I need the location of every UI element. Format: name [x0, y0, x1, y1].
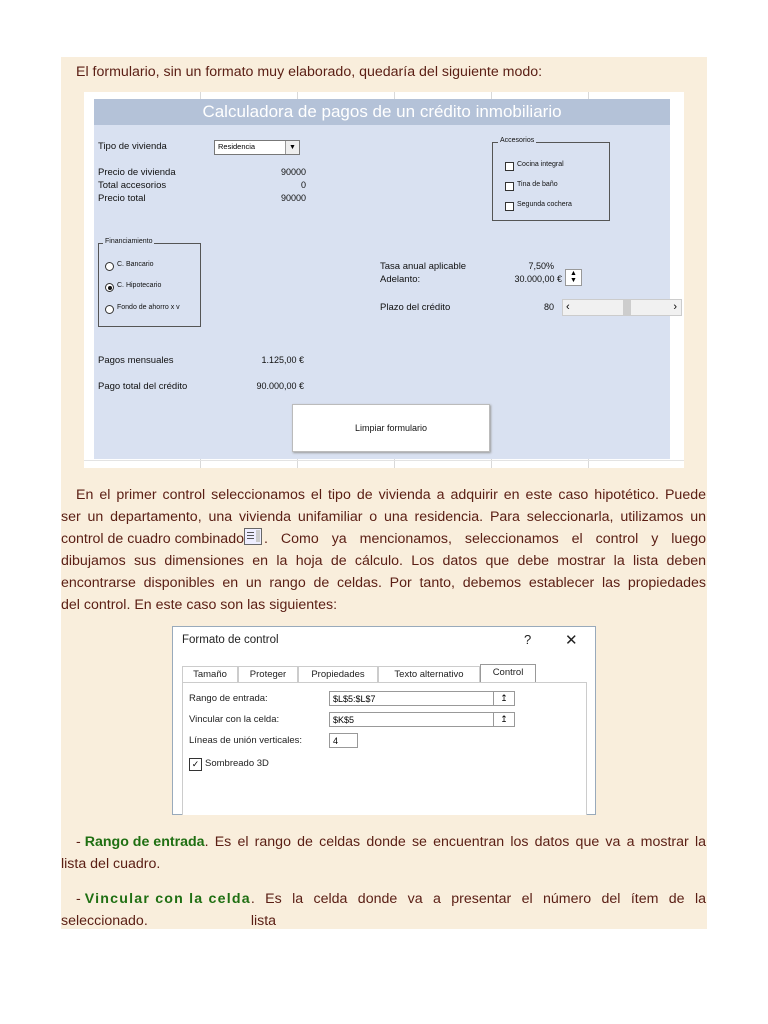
rango-input[interactable] — [329, 691, 515, 706]
formato-control-dialog — [172, 626, 596, 815]
para1-line5: encontrarse disponibles en un rango de celdas. Por tanto, debemos establecer las propiedades — [61, 575, 706, 591]
bancario-label: C. Bancario — [117, 261, 154, 268]
bullet2-line1 — [76, 888, 706, 932]
para1-line2: ser un departamento, una vivienda unifamiliar o una residencia. Para seleccionarla, utilizamos un — [61, 509, 706, 525]
radio-hipotecario[interactable] — [105, 283, 114, 292]
precio-vivienda-label: Precio de vivienda — [98, 167, 176, 178]
bullet2-term: Vincular con la celda — [84, 891, 251, 907]
scroll-thumb[interactable] — [623, 300, 631, 315]
adelanto-spinner[interactable]: ▲ ▼ — [565, 269, 582, 286]
tab-texto-alternativo[interactable]: Texto alternativo — [378, 666, 480, 683]
spreadsheet-screenshot — [84, 92, 684, 468]
dialog-title: Formato de control — [182, 634, 279, 646]
rango-label: Rango de entrada: — [189, 693, 268, 704]
close-icon[interactable]: ✕ — [565, 632, 578, 649]
precio-total-label: Precio total — [98, 193, 146, 204]
tasa-label: Tasa anual aplicable — [380, 261, 467, 272]
pagos-label: Pagos mensuales — [98, 355, 174, 366]
cocina-label: Cocina integral — [517, 161, 564, 168]
bullet1-rest: . Es el rango de celdas donde se encuentran los datos que va a mostrar la — [204, 834, 706, 850]
help-icon[interactable]: ? — [524, 632, 532, 647]
bullet2-rest: . Es la celda donde va a presentar el número del ítem de la lista — [250, 891, 706, 929]
para1-line3b: . Como ya mencionamos, seleccionamos el control y luego — [263, 531, 706, 547]
plazo-value: 80 — [543, 302, 554, 312]
radio-fondo[interactable] — [105, 305, 114, 314]
precio-vivienda-value: 90000 — [280, 167, 306, 177]
bullet1-term: Rango de entrada — [84, 834, 205, 850]
financiamiento-title: Financiamiento — [105, 238, 153, 245]
lineas-input[interactable] — [329, 733, 358, 748]
adelanto-value: 30.000,00 € — [514, 274, 562, 284]
bullet1-line1 — [76, 831, 706, 853]
sombreado-checkbox[interactable]: ✓ — [189, 758, 202, 771]
lineas-value: 4 — [333, 736, 339, 746]
tina-checkbox[interactable] — [505, 182, 514, 191]
bullet2-line2: seleccionado. — [61, 913, 148, 929]
para1-line3a: control de cuadro combinado — [61, 531, 244, 547]
chevron-down-icon[interactable]: ▼ — [285, 141, 299, 154]
tab-proteger[interactable]: Proteger — [238, 666, 298, 683]
pagos-value: 1.125,00 € — [261, 355, 304, 365]
bullet2-dash: - — [76, 891, 81, 907]
lineas-label: Líneas de unión verticales: — [189, 735, 303, 746]
plazo-scrollbar[interactable] — [562, 299, 682, 316]
tab-propiedades[interactable]: Propiedades — [298, 666, 378, 683]
pago-total-value: 90.000,00 € — [256, 381, 304, 391]
radio-bancario[interactable] — [105, 262, 114, 271]
precio-total-value: 90000 — [280, 193, 306, 203]
para1-line6: del control. En este caso son las siguientes: — [61, 597, 338, 613]
tipo-label: Tipo de vivienda — [98, 141, 167, 152]
fondo-label: Fondo de ahorro x v — [117, 304, 180, 311]
para1-line3 — [61, 528, 706, 550]
bullet1-dash: - — [76, 834, 81, 850]
rango-value: $L$5:$L$7 — [333, 694, 376, 704]
tipo-vivienda-value: Residencia — [218, 142, 256, 151]
plazo-label: Plazo del crédito — [380, 302, 451, 313]
para1-line1: En el primer control seleccionamos el tipo de vivienda a adquirir en este caso hipotético. Puede — [76, 487, 706, 503]
chevron-left-icon[interactable]: ‹ — [566, 301, 570, 313]
intro-text: El formulario, sin un formato muy elaborado, quedaría del siguiente modo: — [76, 64, 543, 80]
vincular-value: $K$5 — [333, 715, 355, 725]
para1-line4: dibujamos sus dimensiones en la hoja de cálculo. Los datos que debe mostrar la lista deben — [61, 553, 706, 569]
calculator-title: Calculadora de pagos de un crédito inmobiliario — [94, 99, 670, 125]
vincular-label: Vincular con la celda: — [189, 714, 280, 725]
sombreado-label: Sombreado 3D — [205, 758, 269, 769]
tab-tamano[interactable]: Tamaño — [182, 666, 238, 683]
tina-label: Tina de baño — [517, 181, 558, 188]
total-accesorios-label: Total accesorios — [98, 180, 167, 191]
tasa-value: 7,50% — [528, 261, 554, 271]
bullet1-line2: lista del cuadro. — [61, 856, 161, 872]
pago-total-label: Pago total del crédito — [98, 381, 188, 392]
collapse-dialog-icon[interactable]: ↥ — [493, 692, 514, 705]
tipo-vivienda-combo[interactable] — [214, 140, 300, 155]
combo-box-icon — [244, 528, 262, 545]
chevron-right-icon[interactable]: › — [673, 301, 677, 313]
limpiar-button[interactable]: Limpiar formulario — [292, 404, 490, 452]
adelanto-label: Adelanto: — [380, 274, 421, 285]
accesorios-title: Accesorios — [500, 137, 535, 144]
cochera-label: Segunda cochera — [517, 201, 572, 208]
hipotecario-label: C. Hipotecario — [117, 282, 162, 289]
tab-control[interactable]: Control — [480, 664, 536, 683]
cochera-checkbox[interactable] — [505, 202, 514, 211]
total-accesorios-value: 0 — [300, 180, 306, 190]
calculator-form — [94, 99, 677, 459]
cocina-checkbox[interactable] — [505, 162, 514, 171]
vincular-input[interactable] — [329, 712, 515, 727]
collapse-dialog-icon[interactable]: ↥ — [493, 713, 514, 726]
